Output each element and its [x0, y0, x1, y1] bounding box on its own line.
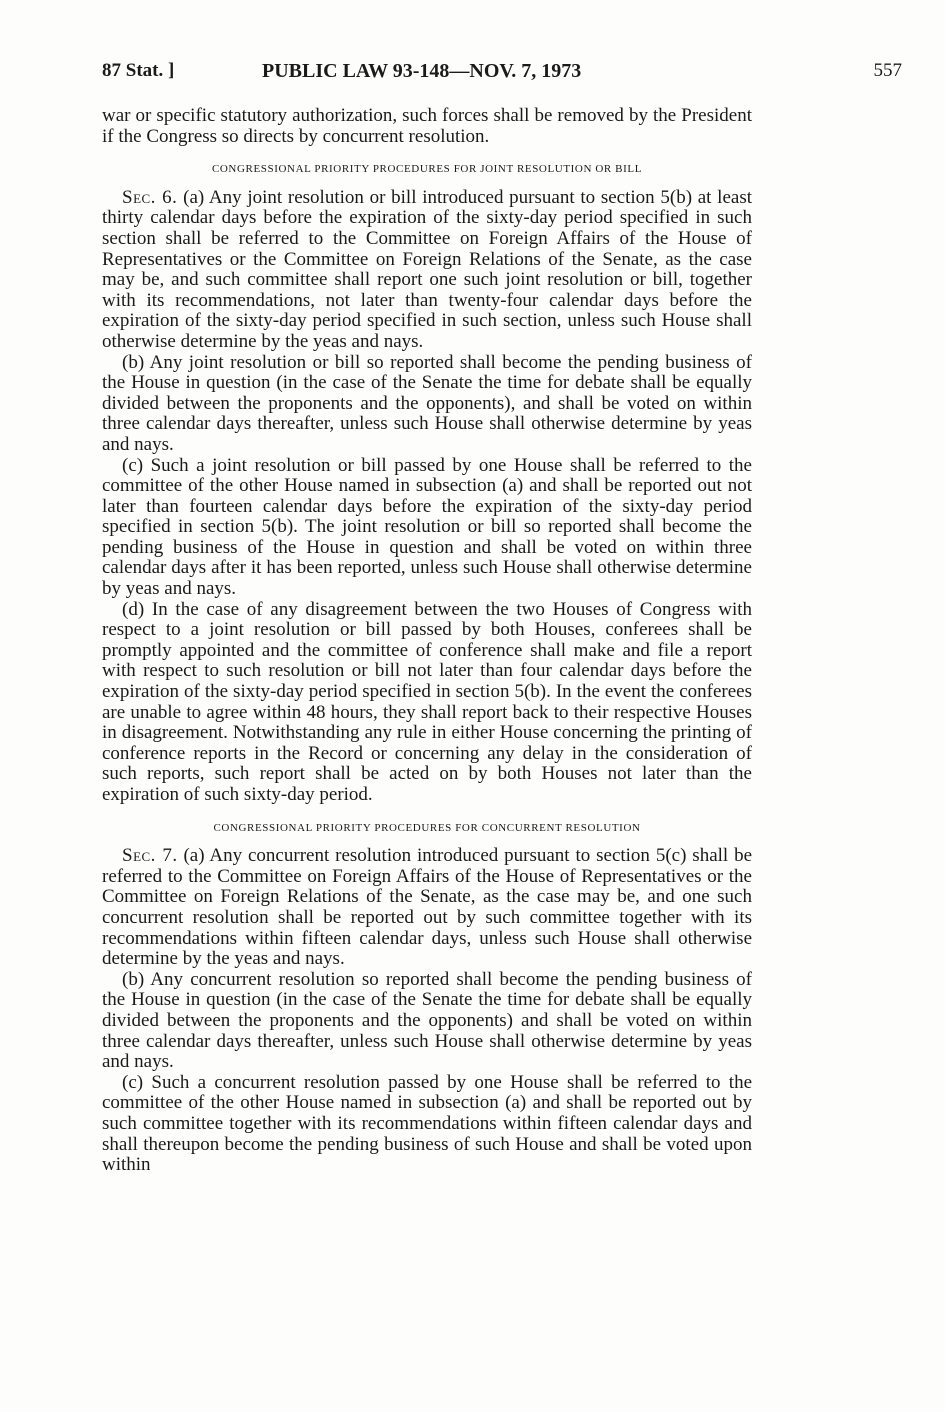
section-heading-joint-resolution: CONGRESSIONAL PRIORITY PROCEDURES FOR JOINT RESOLUTION OR BILL	[211, 163, 643, 176]
statute-volume: 87 Stat. ]	[102, 60, 175, 81]
page-header	[102, 60, 902, 86]
paragraph-continuation: war or specific statutory authorization, such forces shall be removed by the President if the Congress so directs by concurrent resolution.	[102, 105, 752, 147]
body-text	[102, 106, 752, 1176]
section-6-label: Sec. 6.	[122, 186, 178, 208]
section-7-a	[102, 846, 752, 970]
page-number: 557	[873, 60, 902, 81]
section-6-a-text: (a) Any joint resolution or bill introduced pursuant to section 5(b) at least thirty calendar days before the expiration of the sixty-day period specified in such section shall be referred to the Committee on Foreign Affairs of the House of Representatives or the Committee on Foreign Relations of the Senate, as the case may be, and such committee shall report one such joint resolution or bill, together with its recommendations, not later than twenty-four calendar days before the expiration of the sixty-day period specified in such section, unless such House shall otherwise determine by the yeas and nays.	[102, 186, 752, 352]
section-heading-concurrent-resolution: CONGRESSIONAL PRIORITY PROCEDURES FOR CONCURRENT RESOLUTION	[213, 821, 641, 834]
section-7-b: (b) Any concurrent resolution so reported shall become the pending business of the House in question (in the case of the Senate the time for debate shall be equally divided between the proponents and the opponents) and shall be voted on within three calendar days thereafter, unless such House shall otherwise determine by yeas and nays.	[102, 968, 752, 1073]
section-6-d: (d) In the case of any disagreement between the two Houses of Congress with respect to a joint resolution or bill passed by both Houses, conferees shall be promptly appointed and the committee of conference shall make and file a report with respect to such resolution or bill not later than four calendar days before the expiration of the sixty-day period specified in section 5(b). In the event the conferees are unable to agree within 48 hours, they shall report back to their respective Houses in disagreement. Notwithstanding any rule in either House concerning the printing of conference reports in the Record or concerning any delay in the consideration of such reports, such report shall be acted on by both Houses not later than the expiration of such sixty-day period.	[102, 598, 752, 805]
section-7-label: Sec. 7.	[122, 845, 178, 867]
section-7-a-text: (a) Any concurrent resolution introduced pursuant to section 5(c) shall be referred to the Committee on Foreign Affairs of the House of Representatives or the Committee on Foreign Relations of the Senate, as the case may be, and one such concurrent resolution shall be reported out by such committee together with its recommendations within fifteen calendar days, unless such House shall otherwise determine by the yeas and nays.	[102, 845, 753, 970]
running-title: PUBLIC LAW 93-148—NOV. 7, 1973	[262, 60, 582, 82]
section-6-b: (b) Any joint resolution or bill so reported shall become the pending business of the House in question (in the case of the Senate the time for debate shall be equally divided between the proponents and the opponents), and shall be voted on within three calendar days thereafter, unless such House shall otherwise determine by yeas and nays.	[102, 351, 752, 455]
section-6-a	[102, 188, 752, 353]
section-7-c: (c) Such a concurrent resolution passed by one House shall be referred to the committee of the other House named in subsection (a) and shall be reported out by such committee together with its recommendations within fifteen calendar days and shall thereupon become the pending business of such House and shall be voted upon within	[102, 1071, 752, 1176]
section-6-c: (c) Such a joint resolution or bill passed by one House shall be referred to the committee of the other House named in subsection (a) and shall be reported out not later than fourteen calendar days before the expiration of the sixty-day period specified in section 5(b). The joint resolution or bill so reported shall become the pending business of the House in question and shall be voted on within three calendar days after it has been reported, unless such House shall otherwise determine by yeas and nays.	[102, 454, 752, 600]
